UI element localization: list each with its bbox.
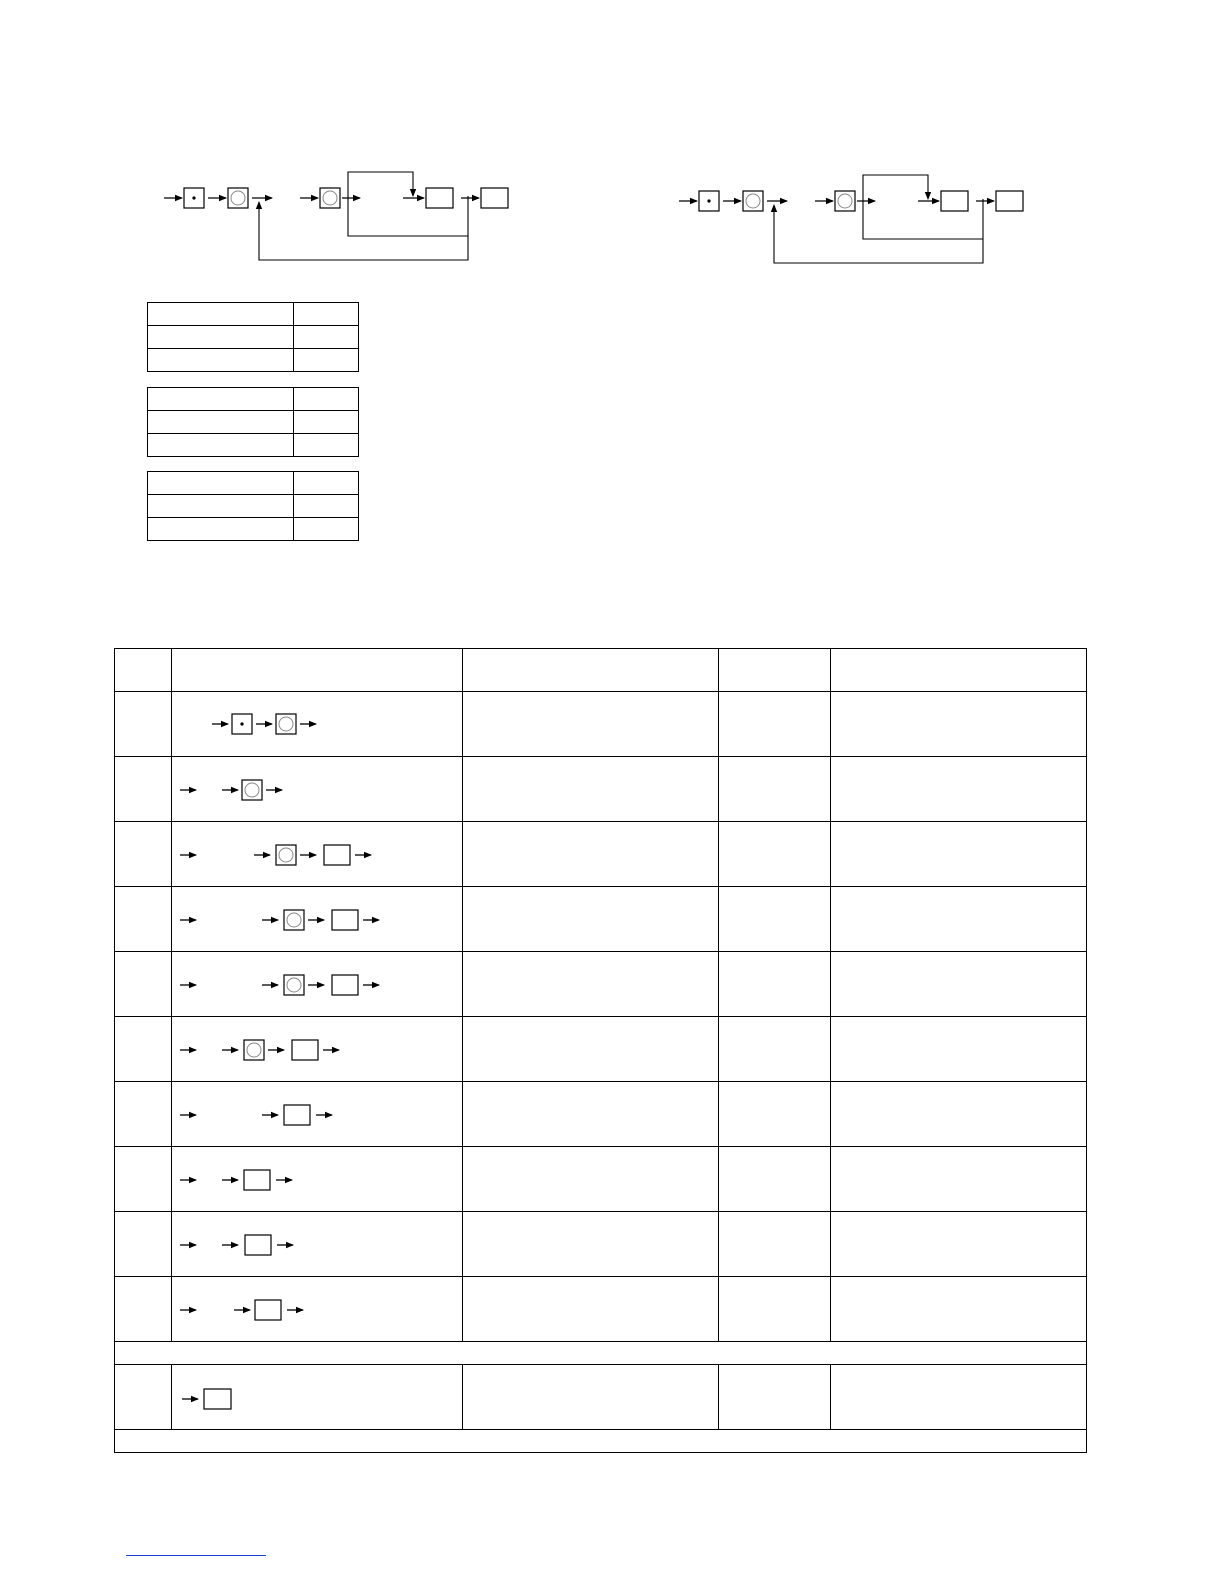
circle-key-icon xyxy=(276,845,296,865)
row-key-sequence xyxy=(180,1170,292,1190)
row-key-sequence xyxy=(180,1105,332,1125)
blank-key-icon xyxy=(332,975,358,995)
circle-key-icon xyxy=(244,1040,264,1060)
circle-key-icon xyxy=(284,975,304,995)
blank-key-icon xyxy=(284,1105,310,1125)
blank-key-icon xyxy=(204,1389,231,1409)
row-key-sequence xyxy=(180,910,379,930)
row-key-sequence xyxy=(182,1389,231,1409)
row-key-sequence xyxy=(180,975,379,995)
row-key-sequence xyxy=(180,780,282,800)
row-key-sequence xyxy=(180,845,371,865)
blank-key-icon xyxy=(332,910,358,930)
footer-rule xyxy=(126,1555,266,1556)
row-key-sequence xyxy=(180,1235,293,1255)
row-key-sequence xyxy=(180,1300,303,1320)
point-key-icon xyxy=(232,714,252,734)
row-key-sequence xyxy=(180,1040,339,1060)
blank-key-icon xyxy=(245,1235,271,1255)
blank-key-icon xyxy=(292,1040,318,1060)
circle-key-icon xyxy=(242,780,262,800)
blank-key-icon xyxy=(324,845,350,865)
blank-key-icon xyxy=(255,1300,281,1320)
circle-key-icon xyxy=(276,714,296,734)
row-key-sequence xyxy=(212,714,316,734)
blank-key-icon xyxy=(244,1170,270,1190)
circle-key-icon xyxy=(284,910,304,930)
